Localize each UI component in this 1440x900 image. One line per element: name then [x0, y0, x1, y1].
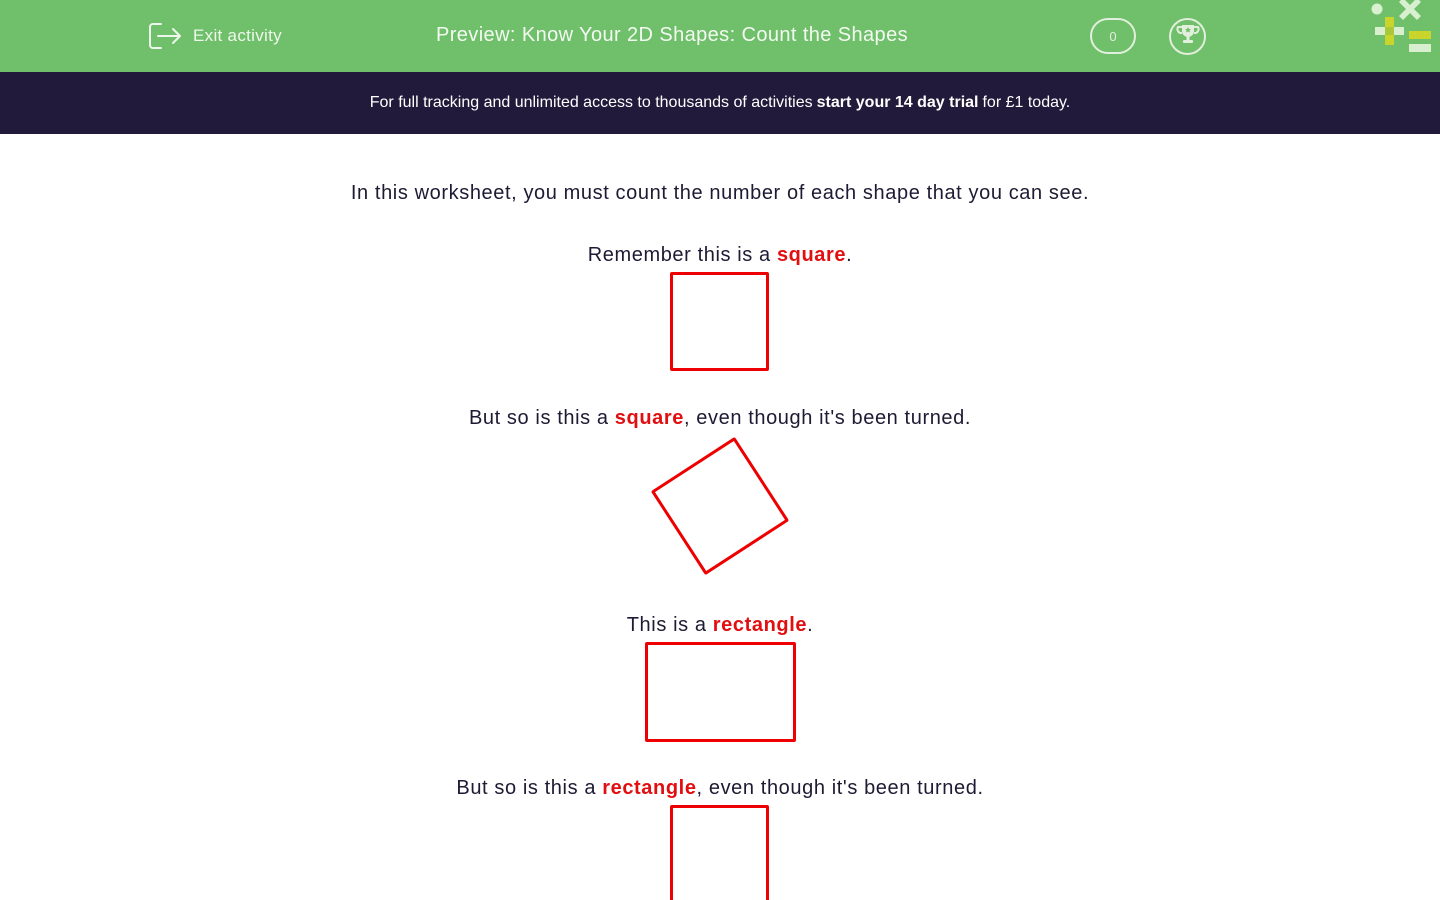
keyword-square: square: [614, 407, 684, 429]
instruction-rotated-square: [0, 407, 1440, 430]
instruction-text: But so is this a: [468, 407, 615, 429]
rectangle-shape: [645, 642, 796, 742]
brand-logo: [1365, 0, 1440, 60]
trophy-icon: [1176, 23, 1200, 50]
banner-text-before: For full tracking and unlimited access to thousands of activities: [369, 94, 813, 111]
instruction-text: But so is this a: [456, 777, 603, 799]
rotated-square-shape: [651, 437, 789, 575]
keyword-rectangle: rectangle: [602, 777, 697, 799]
rotated-rectangle-shape: [670, 805, 769, 900]
instruction-text: .: [807, 614, 814, 636]
start-trial-link[interactable]: start your 14 day trial: [816, 94, 979, 111]
instruction-rotated-rectangle: [0, 777, 1440, 800]
keyword-square: square: [776, 244, 847, 266]
trial-banner: [0, 72, 1440, 134]
instruction-square: [0, 244, 1440, 267]
trophy-button[interactable]: [1169, 18, 1206, 55]
instruction-text: , even though it's been turned.: [696, 777, 984, 799]
worksheet-intro: In this worksheet, you must count the number of each shape that you can see.: [350, 182, 1090, 204]
page-title: Preview: Know Your 2D Shapes: Count the Shapes: [435, 24, 909, 46]
score-badge: 0: [1090, 18, 1136, 54]
instruction-text: This is a: [626, 614, 713, 636]
banner-text-after: for £1 today.: [982, 94, 1071, 111]
instruction-rectangle: [0, 614, 1440, 637]
instruction-text: .: [846, 244, 853, 266]
instruction-text: Remember this is a: [587, 244, 777, 266]
square-shape: [670, 272, 769, 371]
top-bar: [0, 0, 1440, 72]
exit-activity-label: Exit activity: [193, 26, 282, 45]
instruction-text: , even though it's been turned.: [683, 407, 972, 429]
keyword-rectangle: rectangle: [712, 614, 808, 636]
